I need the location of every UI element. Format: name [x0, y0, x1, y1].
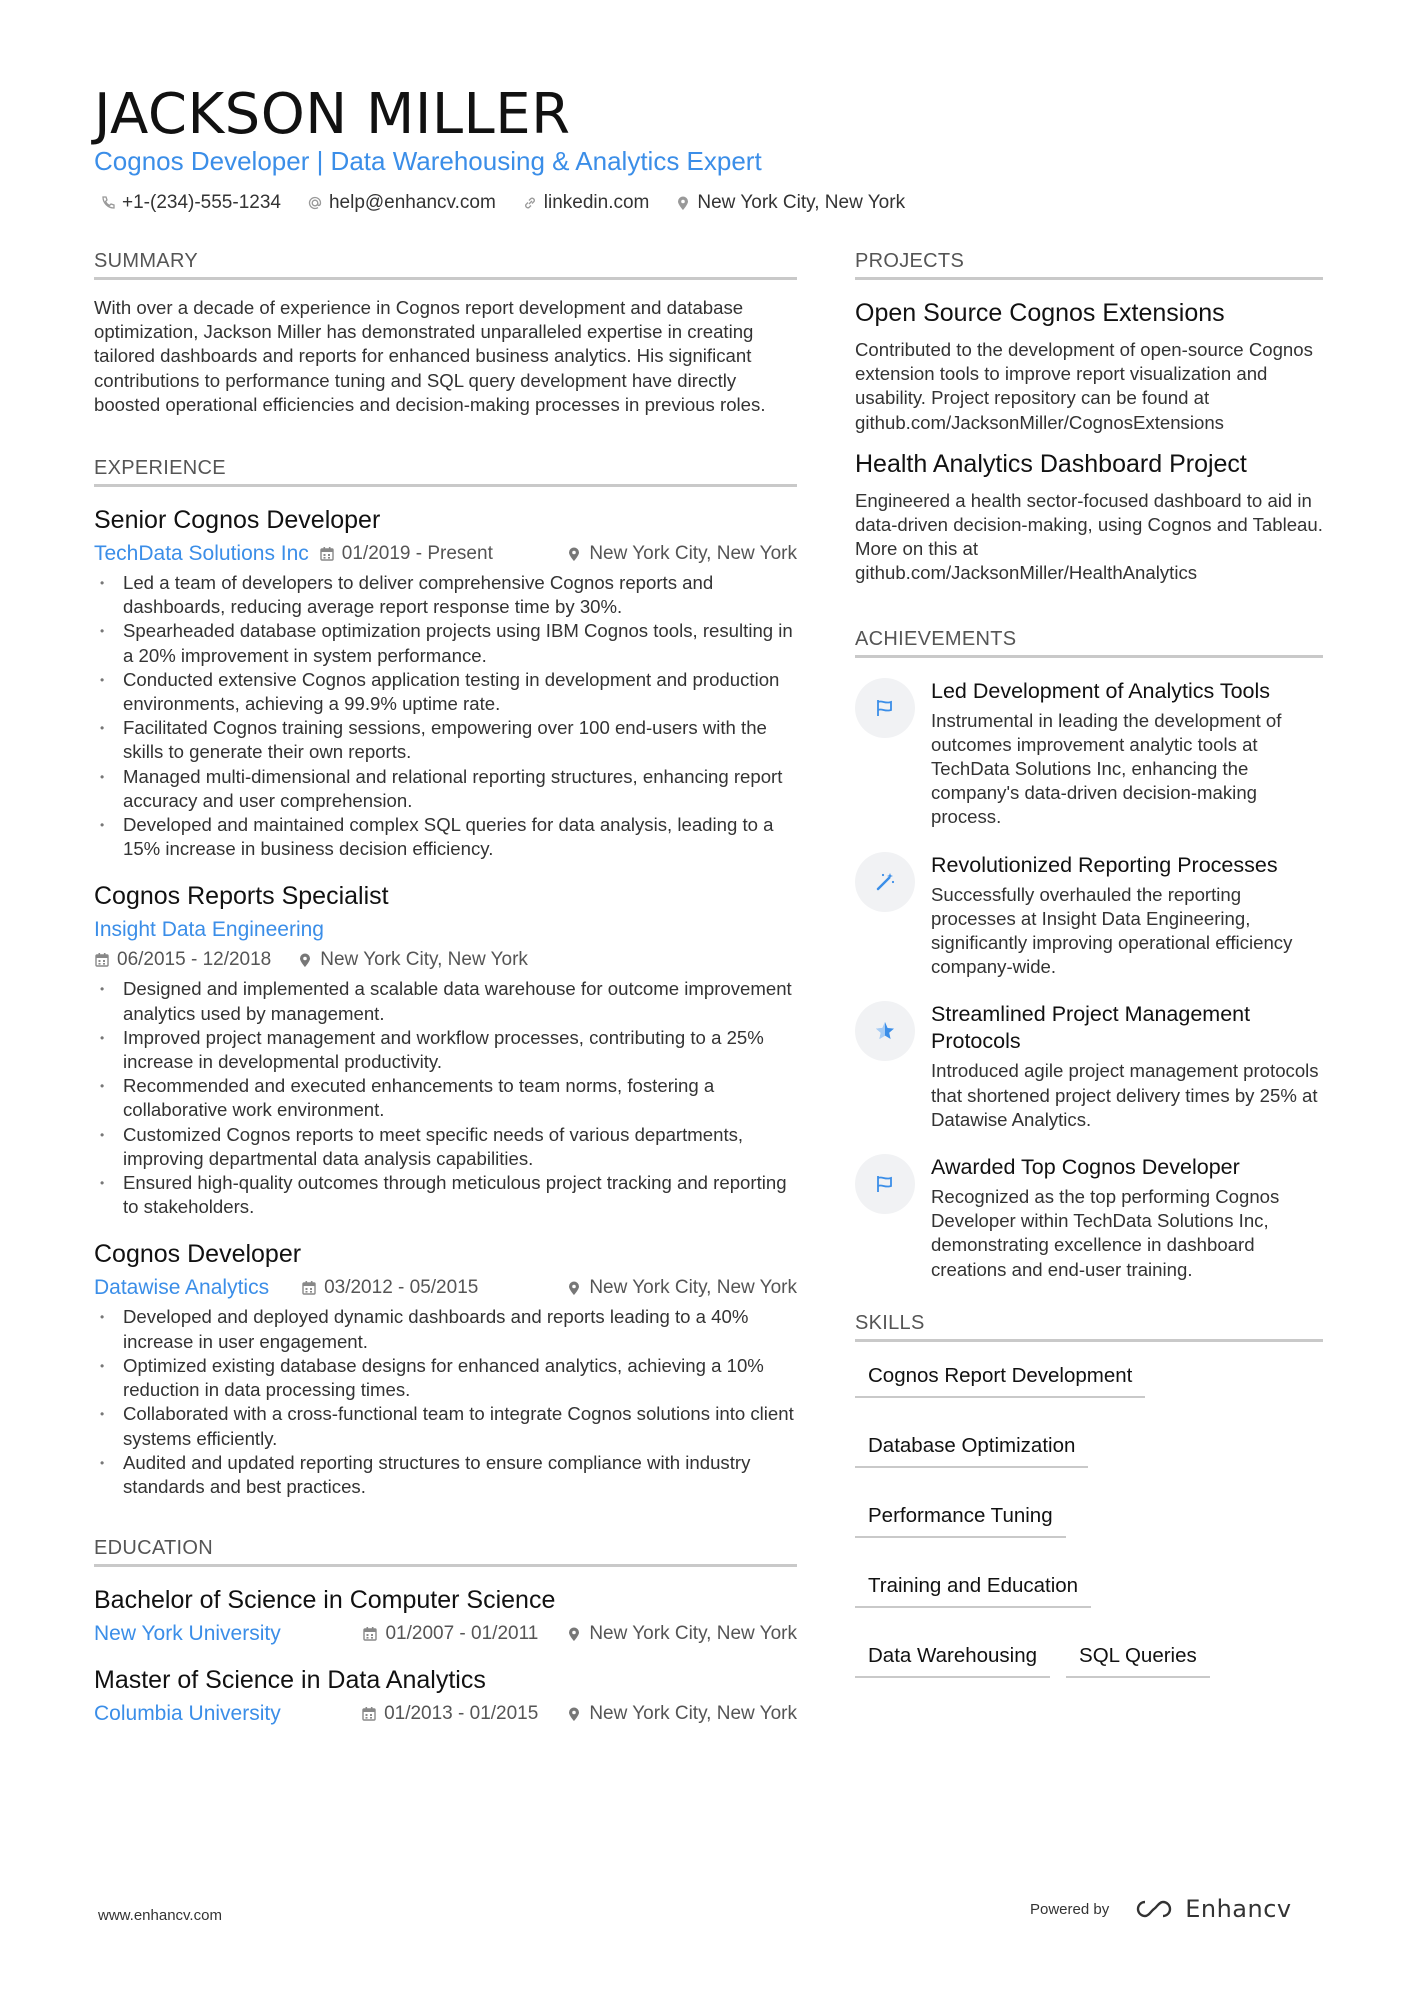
job-meta	[94, 1275, 797, 1301]
achievement-item	[855, 852, 1323, 980]
skill-tag: Performance Tuning	[855, 1504, 1066, 1538]
achievement-icon-badge	[855, 852, 915, 912]
list-item: • Developed and deployed dynamic dashboards and reports leading to a 40% increase in user engagement.	[94, 1305, 797, 1353]
education-location-text: New York City, New York	[589, 1623, 797, 1645]
education-dates-text: 01/2007 - 01/2011	[385, 1623, 539, 1645]
company-name: TechData Solutions Inc	[94, 542, 309, 566]
project-description: Contributed to the development of open-source Cognos extension tools to improve report visualization and usability. Project repository can be found at github.com/JacksonMiller/CognosExtensions	[855, 339, 1313, 433]
education-meta	[94, 1621, 797, 1647]
flag-icon	[874, 697, 896, 719]
project-description: Engineered a health sector-focused dashboard to aid in data-driven decision-making, using Cognos and Tableau. More on this at github.com/JacksonMiller/HealthAnalytics	[855, 489, 1323, 584]
education-dates	[361, 1701, 538, 1727]
contact-phone[interactable]	[100, 192, 281, 214]
star-icon	[874, 1020, 896, 1042]
job-dates	[301, 1275, 478, 1301]
right-column	[855, 250, 1323, 1678]
experience-section	[94, 457, 797, 1499]
achievement-item	[855, 1154, 1323, 1282]
list-item: • Led a team of developers to deliver comprehensive Cognos reports and dashboards, reducing average report response time by 30%.	[94, 571, 797, 619]
achievement-title: Led Development of Analytics Tools	[931, 678, 1271, 703]
job-entry	[94, 1239, 797, 1499]
project-entry	[855, 449, 1323, 586]
projects-section	[855, 250, 1323, 586]
degree-title: Master of Science in Data Analytics	[94, 1666, 486, 1695]
location-pin-icon	[566, 1626, 582, 1642]
list-item: • Developed and maintained complex SQL queries for data analysis, leading to a 15% increase in business decision efficiency.	[94, 813, 797, 861]
phone-icon	[100, 195, 116, 211]
phone-text: +1-(234)-555-1234	[122, 192, 281, 213]
achievement-title: Streamlined Project Management Protocols	[931, 1002, 1251, 1054]
location-pin-icon	[566, 1706, 582, 1722]
linkedin-text: linkedin.com	[543, 192, 650, 213]
project-title: Health Analytics Dashboard Project	[855, 449, 1247, 478]
job-meta	[94, 947, 797, 973]
achievements-section	[855, 628, 1323, 1282]
location-pin-icon	[566, 1280, 582, 1296]
enhancv-logo-icon	[1131, 1897, 1177, 1921]
location-text: New York City, New York	[697, 192, 906, 213]
job-location	[566, 541, 797, 567]
job-dates	[94, 947, 271, 973]
achievement-icon-badge	[855, 1154, 915, 1214]
candidate-name: JACKSON MILLER	[94, 82, 571, 147]
achievement-description: Recognized as the top performing Cognos Developer within TechData Solutions Inc, demonstrating excellence in dashboard creations and end-user training.	[931, 1186, 1280, 1280]
calendar-icon	[94, 952, 110, 968]
education-location	[566, 1621, 797, 1647]
contact-linkedin[interactable]	[522, 192, 650, 214]
job-entry	[94, 505, 797, 861]
project-entry	[855, 298, 1323, 435]
job-title: Cognos Reports Specialist	[94, 882, 389, 911]
education-dates-text: 01/2013 - 01/2015	[384, 1703, 539, 1725]
achievement-item	[855, 678, 1323, 830]
list-item: • Ensured high-quality outcomes through meticulous project tracking and reporting to stakeholders.	[94, 1171, 797, 1219]
list-item: • Facilitated Cognos training sessions, empowering over 100 end-users with the skills to generate their own reports.	[94, 716, 797, 764]
job-title: Cognos Developer	[94, 1240, 302, 1269]
achievement-title: Awarded Top Cognos Developer	[931, 1155, 1240, 1180]
footer-branding	[1030, 1895, 1292, 1923]
powered-by-label: Powered by	[1030, 1900, 1110, 1918]
school-name: Columbia University	[94, 1702, 281, 1726]
job-location	[566, 1275, 797, 1301]
achievement-title: Revolutionized Reporting Processes	[931, 852, 1278, 877]
calendar-icon	[319, 546, 335, 562]
project-title: Open Source Cognos Extensions	[855, 299, 1225, 327]
list-item: • Spearheaded database optimization projects using IBM Cognos tools, resulting in a 20% improvement in system performance.	[94, 619, 797, 667]
achievement-description: Instrumental in leading the development of outcomes improvement analytic tools at TechData Solutions Inc, enhancing the company's data-driven decision-making process.	[931, 709, 1282, 828]
skills-section	[855, 1312, 1323, 1678]
list-item: • Optimized existing database designs for enhanced analytics, achieving a 10% reduction in data processing times.	[94, 1354, 797, 1402]
list-item: • Audited and updated reporting structures to ensure compliance with industry standards and best practices.	[94, 1451, 797, 1499]
job-dates-text: 03/2012 - 05/2015	[324, 1277, 479, 1299]
contact-email[interactable]	[307, 192, 496, 214]
skill-tag: Database Optimization	[855, 1434, 1088, 1468]
achievement-body	[931, 852, 1323, 980]
education-heading: EDUCATION	[94, 1537, 797, 1567]
skill-tag: Cognos Report Development	[855, 1364, 1145, 1398]
skill-tag: Data Warehousing	[855, 1644, 1050, 1678]
list-item: • Managed multi-dimensional and relational reporting structures, enhancing report accuracy and user comprehension.	[94, 765, 797, 813]
education-meta	[94, 1701, 797, 1727]
company-name: Insight Data Engineering	[94, 918, 324, 942]
achievement-item	[855, 1001, 1323, 1132]
footer-website[interactable]: www.enhancv.com	[98, 1907, 222, 1924]
education-entry	[94, 1665, 797, 1727]
job-bullets	[94, 1305, 797, 1499]
skills-heading: SKILLS	[855, 1312, 1323, 1342]
education-section	[94, 1537, 797, 1727]
achievement-icon-badge	[855, 678, 915, 738]
location-pin-icon	[566, 546, 582, 562]
education-entry	[94, 1585, 797, 1647]
job-location	[297, 947, 528, 973]
job-company-line	[94, 917, 797, 943]
list-item: • Recommended and executed enhancements to team norms, fostering a collaborative work environment.	[94, 1074, 797, 1122]
achievement-body	[931, 1154, 1323, 1282]
achievement-body	[931, 1001, 1323, 1132]
job-location-text: New York City, New York	[589, 543, 797, 565]
job-location-text: New York City, New York	[589, 1277, 797, 1299]
contact-location	[675, 192, 905, 214]
job-title: Senior Cognos Developer	[94, 506, 381, 535]
list-item: • Conducted extensive Cognos application testing in development and production environments, achieving a 99.9% uptime rate.	[94, 668, 797, 716]
contact-bar	[100, 192, 905, 214]
skill-tag: Training and Education	[855, 1574, 1091, 1608]
list-item: • Improved project management and workflow processes, contributing to a 25% increase in developmental productivity.	[94, 1026, 797, 1074]
link-icon	[522, 195, 538, 211]
email-text: help@enhancv.com	[328, 192, 496, 213]
list-item: • Designed and implemented a scalable data warehouse for outcome improvement analytics used by management.	[94, 977, 797, 1025]
job-dates-text: 06/2015 - 12/2018	[117, 949, 272, 971]
flag-icon	[874, 1173, 896, 1195]
list-item: • Collaborated with a cross-functional team to integrate Cognos solutions into client systems efficiently.	[94, 1402, 797, 1450]
job-bullets	[94, 977, 797, 1219]
skills-list	[855, 1364, 1323, 1678]
at-icon	[307, 195, 323, 211]
school-name: New York University	[94, 1622, 281, 1646]
job-dates-text: 01/2019 - Present	[341, 543, 493, 565]
experience-heading: EXPERIENCE	[94, 457, 797, 487]
location-pin-icon	[297, 952, 313, 968]
job-meta	[94, 541, 797, 567]
candidate-headline: Cognos Developer | Data Warehousing & Analytics Expert	[94, 146, 762, 176]
education-location-text: New York City, New York	[589, 1703, 797, 1725]
summary-text: With over a decade of experience in Cognos report development and database optimization, Jackson Miller has demonstrated unparalleled expertise in creating tailored dashboards and reports for enhanced business analytics. His significant contributions to performance tuning and SQL query development have directly boosted operational efficiencies and decision-making processes in previous roles.	[94, 297, 766, 415]
left-column	[94, 250, 797, 1741]
summary-section	[94, 250, 797, 417]
achievement-description: Successfully overhauled the reporting processes at Insight Data Engineering, significantly improving operational efficiency company-wide.	[931, 883, 1293, 978]
achievements-heading: ACHIEVEMENTS	[855, 628, 1323, 658]
achievement-icon-badge	[855, 1001, 915, 1061]
skill-tag: SQL Queries	[1066, 1644, 1210, 1678]
summary-heading: SUMMARY	[94, 250, 797, 280]
calendar-icon	[301, 1280, 317, 1296]
location-pin-icon	[675, 195, 691, 211]
job-bullets	[94, 571, 797, 861]
job-entry	[94, 881, 797, 1219]
job-dates	[319, 541, 493, 567]
calendar-icon	[361, 1706, 377, 1722]
company-name: Datawise Analytics	[94, 1276, 270, 1300]
degree-title: Bachelor of Science in Computer Science	[94, 1586, 556, 1615]
projects-heading: PROJECTS	[855, 250, 1323, 280]
enhancv-logo[interactable]	[1131, 1895, 1291, 1923]
education-location	[566, 1701, 797, 1727]
magic-wand-icon	[874, 871, 896, 893]
education-dates	[362, 1621, 538, 1647]
job-location-text: New York City, New York	[320, 949, 528, 971]
brand-name: Enhancv	[1185, 1895, 1292, 1923]
calendar-icon	[362, 1626, 378, 1642]
achievement-description: Introduced agile project management protocols that shortened project delivery times by 25% at Datawise Analytics.	[931, 1060, 1319, 1130]
achievement-body	[931, 678, 1323, 830]
list-item: • Customized Cognos reports to meet specific needs of various departments, improving departmental data analysis capabilities.	[94, 1123, 797, 1171]
